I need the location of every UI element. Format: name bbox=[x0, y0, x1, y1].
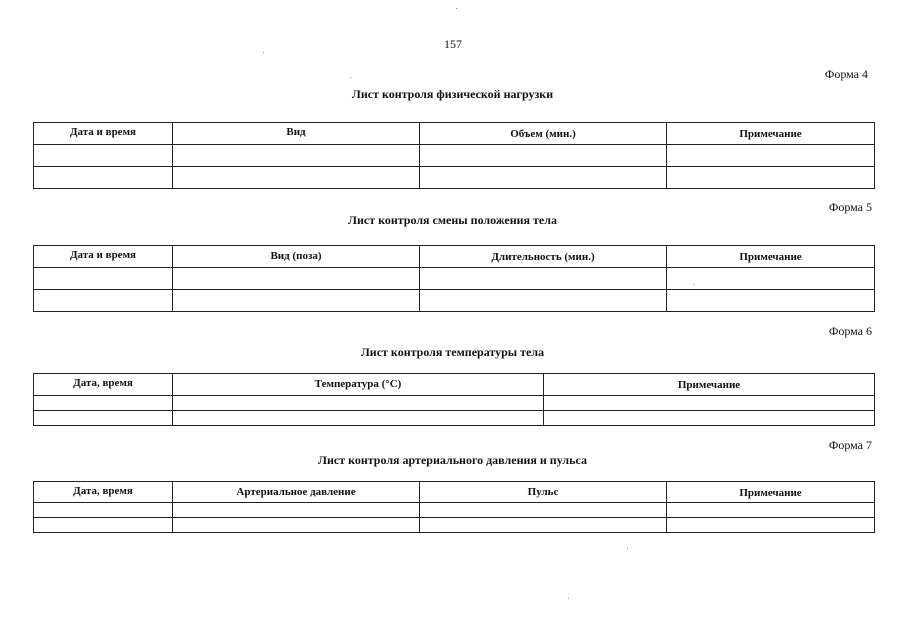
form-5-title: Лист контроля смены положения тела bbox=[348, 213, 557, 227]
column-header: Примечание bbox=[544, 374, 875, 396]
table-row bbox=[34, 518, 875, 533]
column-header: Вид bbox=[173, 123, 420, 145]
column-header: Температура (°С) bbox=[173, 374, 544, 396]
form-4-label: Форма 4 bbox=[824, 67, 868, 81]
column-header: Дата, время bbox=[34, 482, 173, 503]
scan-speck bbox=[568, 598, 569, 599]
form-5-label: Форма 5 bbox=[828, 200, 872, 214]
column-header: Вид (поза) bbox=[173, 246, 420, 268]
table-row bbox=[34, 268, 875, 290]
table-row bbox=[34, 145, 875, 167]
table-row bbox=[34, 411, 875, 426]
column-header: Дата и время bbox=[34, 123, 173, 145]
column-header: Длительность (мин.) bbox=[420, 246, 667, 268]
form-6-title: Лист контроля температуры тела bbox=[360, 345, 545, 359]
form-7-title: Лист контроля артериального давления и пульса bbox=[318, 453, 587, 467]
column-header: Примечание bbox=[667, 482, 875, 503]
column-header: Объем (мин.) bbox=[420, 123, 667, 145]
scan-speck bbox=[456, 8, 457, 9]
form-4-title: Лист контроля физической нагрузки bbox=[351, 87, 554, 101]
scan-speck bbox=[350, 77, 351, 78]
form-5-table bbox=[33, 245, 875, 312]
form-7-label: Форма 7 bbox=[828, 438, 872, 452]
column-header: Примечание bbox=[667, 246, 875, 268]
column-header: Дата, время bbox=[34, 374, 173, 396]
form-6-label: Форма 6 bbox=[828, 324, 872, 338]
column-header: Пульс bbox=[420, 482, 667, 503]
table-row bbox=[34, 396, 875, 411]
table-row bbox=[34, 290, 875, 312]
page-number: 157 bbox=[444, 37, 462, 51]
form-6-table bbox=[33, 373, 875, 426]
table-row bbox=[34, 503, 875, 518]
table-row bbox=[34, 167, 875, 189]
column-header: Примечание bbox=[667, 123, 875, 145]
scan-speck bbox=[627, 548, 628, 549]
scan-speck bbox=[693, 284, 694, 285]
scan-speck bbox=[263, 52, 264, 53]
column-header: Дата и время bbox=[34, 246, 173, 268]
form-7-table bbox=[33, 481, 875, 533]
form-4-table bbox=[33, 122, 875, 189]
column-header: Артериальное давление bbox=[173, 482, 420, 503]
